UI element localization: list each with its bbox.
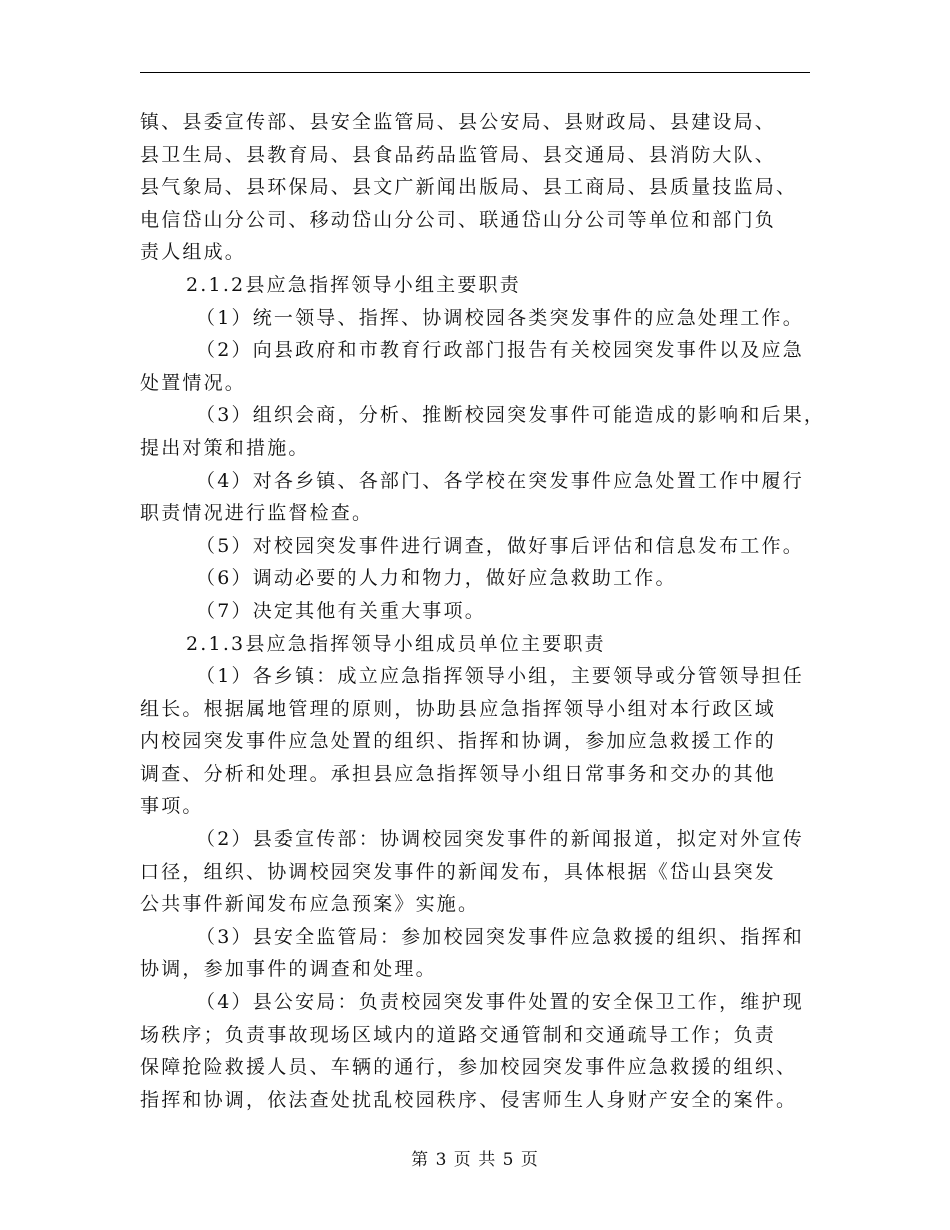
text-line: 事项。 [140,795,204,818]
text-line: （1）各乡镇：成立应急指挥领导小组，主要领导或分管领导担任 [196,665,804,688]
text-line: 指挥和协调，依法查处扰乱校园秩序、侵害师生人身财产安全的案件。 [140,1088,798,1111]
text-line: 县卫生局、县教育局、县食品药品监管局、县交通局、县消防大队、 [140,143,777,166]
text-line: 电信岱山分公司、移动岱山分公司、联通岱山分公司等单位和部门负 [140,208,777,231]
text-line: 保障抢险救援人员、车辆的通行，参加校园突发事件应急救援的组织、 [140,1056,798,1079]
text-line: 处置情况。 [140,371,247,394]
text-line: 组长。根据属地管理的原则，协助县应急指挥领导小组对本行政区域 [140,697,777,720]
text-line: 职责情况进行监督检查。 [140,502,374,525]
page-number-footer: 第 3 页 共 5 页 [411,1150,539,1170]
text-line: 公共事件新闻发布应急预案》实施。 [140,893,480,916]
text-line: 协调，参加事件的调查和处理。 [140,958,437,981]
section-heading: 2.1.2县应急指挥领导小组主要职责 [186,273,521,296]
text-line: （1）统一领导、指挥、协调校园各类突发事件的应急处理工作。 [196,306,804,329]
text-line: 提出对策和措施。 [140,436,310,459]
text-line: （6）调动必要的人力和物力，做好应急救助工作。 [196,567,677,590]
text-line: （4）对各乡镇、各部门、各学校在突发事件应急处置工作中履行 [196,469,804,492]
text-line: 镇、县委宣传部、县安全监管局、县公安局、县财政局、县建设局、 [140,111,777,133]
text-line: 场秩序；负责事故现场区域内的道路交通管制和交通疏导工作；负责 [140,1023,777,1046]
text-line: 口径，组织、协调校园突发事件的新闻发布，具体根据《岱山县突发 [140,860,777,883]
text-line: 责人组成。 [140,241,247,264]
text-line: 县气象局、县环保局、县文广新闻出版局、县工商局、县质量技监局、 [140,176,798,199]
text-line: （7）决定其他有关重大事项。 [196,599,486,622]
document-body [140,106,825,1116]
text-line: 内校园突发事件应急处置的组织、指挥和协调，参加应急救援工作的 [140,730,777,753]
section-heading: 2.1.3县应急指挥领导小组成员单位主要职责 [186,632,606,655]
text-line: （4）县公安局：负责校园突发事件处置的安全保卫工作，维护现 [196,991,804,1014]
text-line: 调查、分析和处理。承担县应急指挥领导小组日常事务和交办的其他 [140,762,777,785]
text-line: （3）县安全监管局：参加校园突发事件应急救援的组织、指挥和 [196,925,804,948]
text-line: （2）向县政府和市教育行政部门报告有关校园突发事件以及应急 [196,339,804,362]
text-line: （2）县委宣传部：协调校园突发事件的新闻报道，拟定对外宣传 [196,828,804,851]
header-rule [140,72,810,73]
text-line: （3）组织会商，分析、推断校园突发事件可能造成的影响和后果， [196,404,826,427]
text-line: （5）对校园突发事件进行调查，做好事后评估和信息发布工作。 [196,534,804,557]
